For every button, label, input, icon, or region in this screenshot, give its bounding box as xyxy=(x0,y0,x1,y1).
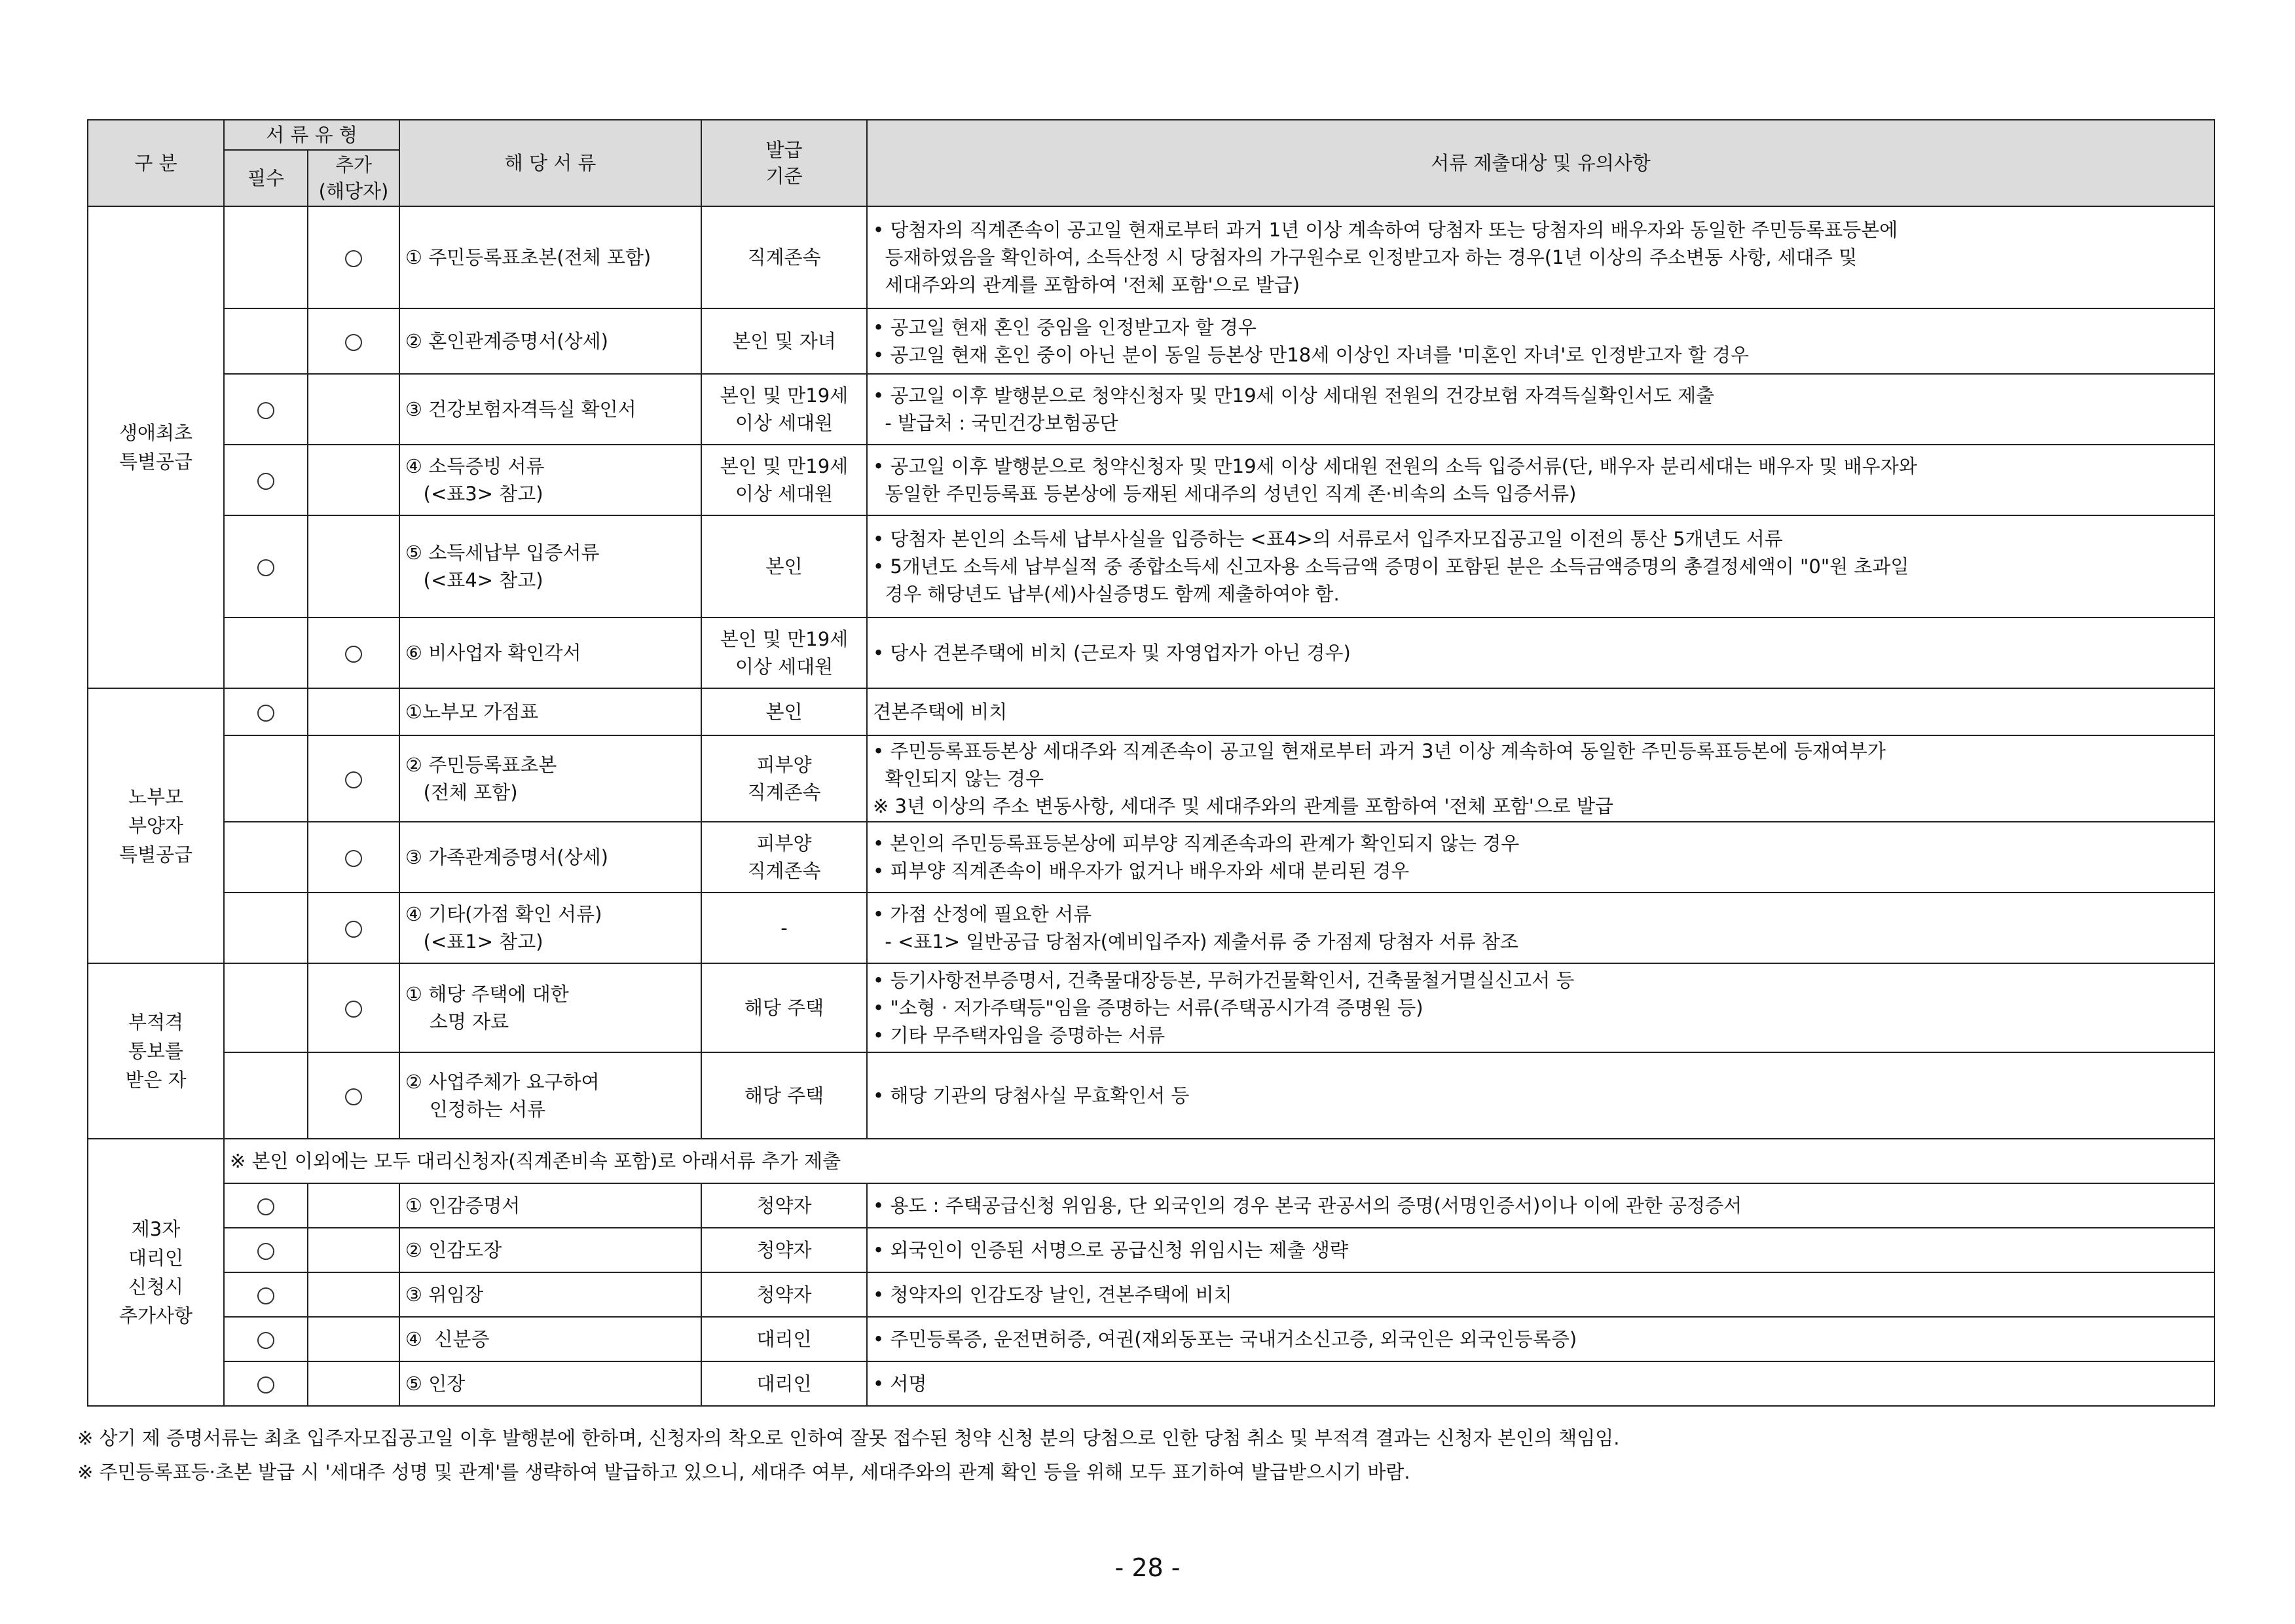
issue-basis: 본인 및 자녀 xyxy=(701,308,867,374)
note-line: • "소형 · 저가주택등"임을 증명하는 서류(주택공시가격 증명원 등) xyxy=(873,997,1423,1019)
table-row xyxy=(88,515,2214,618)
required-cell xyxy=(224,735,308,822)
additional-cell xyxy=(308,1052,399,1139)
required-cell xyxy=(224,1361,308,1406)
required-cell xyxy=(224,515,308,618)
note-line: • 공고일 현재 혼인 중임을 인정받고자 할 경우 xyxy=(873,316,1257,339)
circle-mark-icon xyxy=(257,1243,274,1260)
issue-basis: 본인 및 만19세 이상 세대원 xyxy=(701,374,867,445)
table-body xyxy=(88,206,2214,1406)
issue-basis: 대리인 xyxy=(701,1361,867,1406)
document-name: ① 주민등록표초본(전체 포함) xyxy=(399,206,701,308)
table-row xyxy=(88,1317,2214,1361)
footnote: ※ 주민등록표등·초본 발급 시 '세대주 성명 및 관계'를 생략하여 발급하고 있으니, 세대주 여부, 세대주와의 관계 확인 등을 위해 모두 표기하여 발급받으시기 바람. xyxy=(77,1461,1410,1483)
required-cell xyxy=(224,618,308,688)
notes-cell xyxy=(867,688,2214,735)
additional-cell xyxy=(308,1317,399,1361)
notes-cell xyxy=(867,308,2214,374)
additional-cell xyxy=(308,1228,399,1272)
document-name: ① 인감증명서 xyxy=(399,1183,701,1228)
document-name: ④ 소득증빙 서류 (<표3> 참고) xyxy=(399,445,701,515)
required-cell xyxy=(224,822,308,893)
issue-basis: 본인 및 만19세 이상 세대원 xyxy=(701,618,867,688)
document-name: ② 주민등록표초본 (전체 포함) xyxy=(399,735,701,822)
circle-mark-icon xyxy=(257,705,274,722)
table-row xyxy=(88,206,2214,308)
additional-cell xyxy=(308,893,399,963)
notes-cell xyxy=(867,1361,2214,1406)
document-name: ③ 건강보험자격득실 확인서 xyxy=(399,374,701,445)
required-cell xyxy=(224,1052,308,1139)
table-row xyxy=(88,618,2214,688)
additional-cell xyxy=(308,735,399,822)
table-row xyxy=(88,374,2214,445)
document-name: ② 혼인관계증명서(상세) xyxy=(399,308,701,374)
section-category: 제3자 대리인 신청시 추가사항 xyxy=(88,1139,224,1406)
note-line: • 당첨자의 직계존속이 공고일 현재로부터 과거 1년 이상 계속하여 당첨자 또는 당첨자의 배우자와 동일한 주민등록표등본에 xyxy=(873,219,1898,241)
document-name: ④ 신분증 xyxy=(399,1317,701,1361)
header-issue: 발급 기준 xyxy=(701,120,867,206)
notes-cell xyxy=(867,735,2214,822)
circle-mark-icon xyxy=(257,1376,274,1393)
document-name: ② 사업주체가 요구하여 인정하는 서류 xyxy=(399,1052,701,1139)
footnotes xyxy=(77,1421,1619,1489)
required-cell xyxy=(224,445,308,515)
note-line: 동일한 주민등록표 등본상에 등재된 세대주의 성년인 직계 존·비속의 소득 입증서류) xyxy=(873,483,1577,505)
note-line: • 해당 기관의 당첨사실 무효확인서 등 xyxy=(873,1084,1190,1107)
additional-cell xyxy=(308,822,399,893)
issue-basis: 대리인 xyxy=(701,1317,867,1361)
notes-cell xyxy=(867,374,2214,445)
additional-cell xyxy=(308,445,399,515)
notes-cell xyxy=(867,445,2214,515)
issue-basis: 청약자 xyxy=(701,1183,867,1228)
table-row xyxy=(88,1228,2214,1272)
issue-basis: - xyxy=(701,893,867,963)
note-line: • 외국인이 인증된 서명으로 공급신청 위임시는 제출 생략 xyxy=(873,1239,1348,1261)
notes-cell xyxy=(867,1228,2214,1272)
note-line: • 등기사항전부증명서, 건축물대장등본, 무허가건물확인서, 건축물철거멸실신고서 등 xyxy=(873,969,1575,991)
issue-basis: 피부양 직계존속 xyxy=(701,822,867,893)
circle-mark-icon xyxy=(257,1287,274,1304)
circle-mark-icon xyxy=(345,921,362,938)
table-row xyxy=(88,822,2214,893)
additional-cell xyxy=(308,688,399,735)
required-cell xyxy=(224,1183,308,1228)
note-line: • 기타 무주택자임을 증명하는 서류 xyxy=(873,1024,1166,1046)
circle-mark-icon xyxy=(257,402,274,419)
document-name: ④ 기타(가점 확인 서류) (<표1> 참고) xyxy=(399,893,701,963)
document-name: ①노부모 가점표 xyxy=(399,688,701,735)
note-line: • 공고일 이후 발행분으로 청약신청자 및 만19세 이상 세대원 전원의 소득 입증서류(단, 배우자 분리세대는 배우자 및 배우자와 xyxy=(873,455,1917,477)
note-line: • 당사 견본주택에 비치 (근로자 및 자영업자가 아닌 경우) xyxy=(873,642,1351,664)
note-line: • 주민등록증, 운전면허증, 여권(재외동포는 국내거소신고증, 외국인은 외국인등록증) xyxy=(873,1328,1577,1350)
table-row xyxy=(88,1272,2214,1317)
header-required: 필수 xyxy=(224,150,308,206)
issue-basis: 해당 주택 xyxy=(701,1052,867,1139)
note-line: 등재하였음을 확인하여, 소득산정 시 당첨자의 가구원수로 인정받고자 하는 경우(1년 이상의 주소변동 사항, 세대주 및 xyxy=(873,246,1858,268)
note-line: • 주민등록표등본상 세대주와 직계존속이 공고일 현재로부터 과거 3년 이상 계속하여 동일한 주민등록표등본에 등재여부가 xyxy=(873,740,1886,762)
required-cell xyxy=(224,374,308,445)
section-category: 노부모 부양자 특별공급 xyxy=(88,688,224,963)
header-document: 해 당 서 류 xyxy=(399,120,701,206)
note-line: • 공고일 이후 발행분으로 청약신청자 및 만19세 이상 세대원 전원의 건강보험 자격득실확인서도 제출 xyxy=(873,384,1715,407)
notes-cell xyxy=(867,1052,2214,1139)
section-intro-row xyxy=(88,1139,2214,1183)
footnote: ※ 상기 제 증명서류는 최초 입주자모집공고일 이후 발행분에 한하며, 신청자의 착오로 인하여 잘못 접수된 청약 신청 분의 당첨으로 인한 당첨 취소 및 부적격 결과는 신청자 본인의 책임임. xyxy=(77,1427,1620,1449)
document-table xyxy=(87,119,2215,1407)
table-row xyxy=(88,308,2214,374)
circle-mark-icon xyxy=(257,1332,274,1349)
required-cell xyxy=(224,688,308,735)
table-row xyxy=(88,1361,2214,1406)
table-row xyxy=(88,445,2214,515)
notes-cell xyxy=(867,1317,2214,1361)
table-row xyxy=(88,1183,2214,1228)
issue-basis: 피부양 직계존속 xyxy=(701,735,867,822)
header-category: 구 분 xyxy=(88,120,224,206)
notes-cell xyxy=(867,618,2214,688)
document-name: ③ 가족관계증명서(상세) xyxy=(399,822,701,893)
circle-mark-icon xyxy=(345,771,362,788)
note-line: • 공고일 현재 혼인 중이 아닌 분이 동일 등본상 만18세 이상인 자녀를 '미혼인 자녀'로 인정받고자 할 경우 xyxy=(873,344,1750,366)
table-row xyxy=(88,963,2214,1052)
required-cell xyxy=(224,206,308,308)
circle-mark-icon xyxy=(257,1198,274,1215)
notes-cell xyxy=(867,1272,2214,1317)
table-row xyxy=(88,1052,2214,1139)
required-cell xyxy=(224,1272,308,1317)
note-line: • 용도 : 주택공급신청 위임용, 단 외국인의 경우 본국 관공서의 증명(서명인증서)이나 이에 관한 공정증서 xyxy=(873,1194,1742,1217)
required-cell xyxy=(224,1228,308,1272)
issue-basis: 청약자 xyxy=(701,1272,867,1317)
note-line: 확인되지 않는 경우 xyxy=(873,767,1044,790)
additional-cell xyxy=(308,1361,399,1406)
additional-cell xyxy=(308,206,399,308)
issue-basis: 본인 및 만19세 이상 세대원 xyxy=(701,445,867,515)
additional-cell xyxy=(308,1183,399,1228)
note-line: ※ 3년 이상의 주소 변동사항, 세대주 및 세대주와의 관계를 포함하여 '전체 포함'으로 발급 xyxy=(873,795,1614,817)
document-name: ③ 위임장 xyxy=(399,1272,701,1317)
note-line: 경우 해당년도 납부(세)사실증명도 함께 제출하여야 함. xyxy=(873,583,1340,605)
circle-mark-icon xyxy=(345,1088,362,1105)
additional-cell xyxy=(308,374,399,445)
issue-basis: 청약자 xyxy=(701,1228,867,1272)
circle-mark-icon xyxy=(345,646,362,663)
required-cell xyxy=(224,1317,308,1361)
note-line: • 본인의 주민등록표등본상에 피부양 직계존속과의 관계가 확인되지 않는 경우 xyxy=(873,832,1520,855)
additional-cell xyxy=(308,308,399,374)
note-line: • 피부양 직계존속이 배우자가 없거나 배우자와 세대 분리된 경우 xyxy=(873,860,1410,882)
document-name: ⑤ 소득세납부 입증서류 (<표4> 참고) xyxy=(399,515,701,618)
issue-basis: 직계존속 xyxy=(701,206,867,308)
additional-cell xyxy=(308,963,399,1052)
required-cell xyxy=(224,893,308,963)
note-line: • 청약자의 인감도장 날인, 견본주택에 비치 xyxy=(873,1283,1232,1306)
section-category: 생애최초 특별공급 xyxy=(88,206,224,688)
circle-mark-icon xyxy=(345,334,362,351)
additional-cell xyxy=(308,1272,399,1317)
circle-mark-icon xyxy=(257,473,274,490)
section-intro: ※ 본인 이외에는 모두 대리신청자(직계존비속 포함)로 아래서류 추가 제출 xyxy=(224,1139,2214,1183)
notes-cell xyxy=(867,206,2214,308)
table-row xyxy=(88,688,2214,735)
notes-cell xyxy=(867,515,2214,618)
document-name: ② 인감도장 xyxy=(399,1228,701,1272)
required-cell xyxy=(224,308,308,374)
issue-basis: 본인 xyxy=(701,688,867,735)
table-row xyxy=(88,735,2214,822)
issue-basis: 본인 xyxy=(701,515,867,618)
additional-cell xyxy=(308,618,399,688)
additional-cell xyxy=(308,515,399,618)
notes-cell xyxy=(867,893,2214,963)
notes-cell xyxy=(867,963,2214,1052)
note-line: 세대주와의 관계를 포함하여 '전체 포함'으로 발급) xyxy=(873,274,1300,296)
circle-mark-icon xyxy=(345,1001,362,1018)
note-line: • 5개년도 소득세 납부실적 중 종합소득세 신고자용 소득금액 증명이 포함된 분은 소득금액증명의 총결정세액이 "0"원 초과일 xyxy=(873,555,1909,578)
page-number: - 28 - xyxy=(1114,1553,1181,1582)
note-line: • 당첨자 본인의 소득세 납부사실을 입증하는 <표4>의 서류로서 입주자모집공고일 이전의 통산 5개년도 서류 xyxy=(873,528,1783,550)
required-cell xyxy=(224,963,308,1052)
note-line: - <표1> 일반공급 당첨자(예비입주자) 제출서류 중 가점제 당첨자 서류 참조 xyxy=(873,931,1518,953)
circle-mark-icon xyxy=(345,250,362,267)
document-name: ① 해당 주택에 대한 소명 자료 xyxy=(399,963,701,1052)
note-line: - 발급처 : 국민건강보험공단 xyxy=(873,412,1118,434)
document-name: ⑤ 인장 xyxy=(399,1361,701,1406)
notes-cell xyxy=(867,1183,2214,1228)
note-line: • 가점 산정에 필요한 서류 xyxy=(873,903,1092,925)
issue-basis: 해당 주택 xyxy=(701,963,867,1052)
notes-cell xyxy=(867,822,2214,893)
note-line: 견본주택에 비치 xyxy=(873,701,1008,723)
header-additional: 추가 (해당자) xyxy=(308,150,399,206)
header-notes: 서류 제출대상 및 유의사항 xyxy=(867,120,2214,206)
note-line: • 서명 xyxy=(873,1373,927,1395)
header-doc-type: 서 류 유 형 xyxy=(224,120,399,150)
circle-mark-icon xyxy=(257,559,274,576)
table-row xyxy=(88,893,2214,963)
circle-mark-icon xyxy=(345,850,362,867)
document-name: ⑥ 비사업자 확인각서 xyxy=(399,618,701,688)
section-category: 부적격 통보를 받은 자 xyxy=(88,963,224,1139)
